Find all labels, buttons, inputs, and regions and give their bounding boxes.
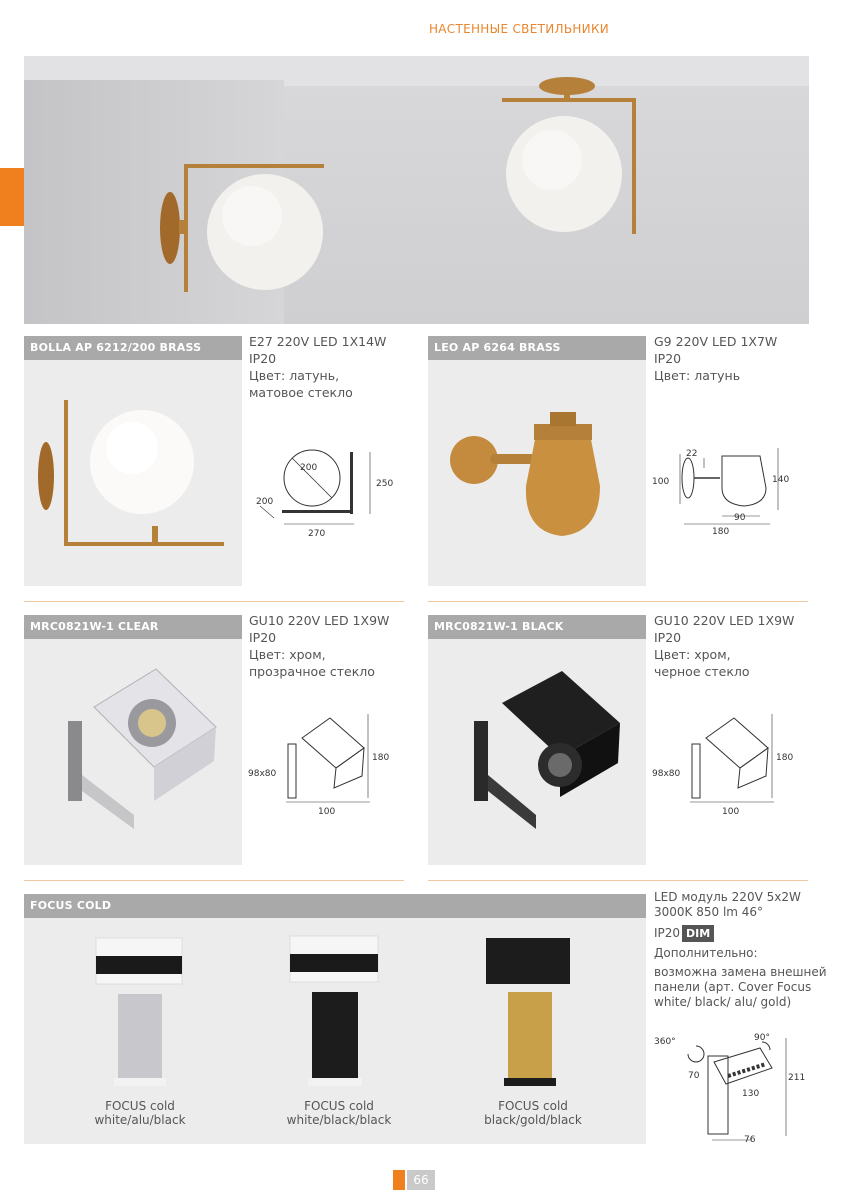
page-number (393, 1170, 435, 1190)
svg-text:70: 70 (688, 1071, 700, 1081)
product-label: LEO AP 6264 BRASS (428, 336, 646, 360)
svg-text:200: 200 (300, 463, 318, 473)
dim-badge: DIM (682, 925, 714, 942)
product-image-bolla (24, 336, 242, 586)
hero-image (24, 56, 809, 324)
product-specs: E27 220V LED 1X14W IP20 Цвет: латунь, матовое стекло (249, 334, 387, 400)
svg-text:76: 76 (744, 1135, 756, 1145)
svg-text:22: 22 (686, 449, 698, 459)
svg-text:250: 250 (376, 479, 394, 489)
page-number-value: 66 (407, 1170, 435, 1190)
svg-text:180: 180 (712, 527, 730, 537)
product-image-mrc-black (428, 615, 646, 865)
svg-text:100: 100 (318, 807, 336, 817)
product-specs: G9 220V LED 1X7W IP20 Цвет: латунь (654, 334, 778, 383)
page-header: НАСТЕННЫЕ СВЕТИЛЬНИКИ (428, 22, 610, 36)
page-number-mark (393, 1170, 405, 1190)
svg-text:360°: 360° (654, 1037, 676, 1047)
svg-text:140: 140 (772, 475, 790, 485)
side-tab (0, 168, 24, 226)
variant-caption: FOCUS cold black/gold/black (484, 1099, 582, 1127)
dimension-diagram (250, 446, 400, 546)
divider (24, 880, 404, 881)
product-label: MRC0821W-1 BLACK (428, 615, 646, 639)
dimension-diagram (652, 1026, 812, 1146)
product-specs: GU10 220V LED 1X9W IP20 Цвет: хром, прозрачное стекло (249, 613, 390, 679)
divider (428, 880, 808, 881)
product-image-leo (428, 336, 646, 586)
svg-text:90: 90 (734, 513, 746, 523)
dimension-diagram (246, 708, 396, 818)
variant-caption: FOCUS cold white/black/black (286, 1099, 392, 1127)
svg-text:270: 270 (308, 529, 326, 539)
product-label: FOCUS COLD (24, 894, 646, 918)
svg-text:90°: 90° (754, 1033, 770, 1043)
svg-text:180: 180 (776, 753, 794, 763)
svg-text:130: 130 (742, 1089, 760, 1099)
product-label: MRC0821W-1 CLEAR (24, 615, 242, 639)
svg-text:100: 100 (652, 477, 670, 487)
svg-text:180: 180 (372, 753, 390, 763)
product-specs: GU10 220V LED 1X9W IP20 Цвет: хром, черное стекло (654, 613, 795, 679)
variant-caption: FOCUS cold white/alu/black (94, 1099, 186, 1127)
dimension-diagram (650, 444, 800, 544)
product-label: BOLLA AP 6212/200 BRASS (24, 336, 242, 360)
dimension-diagram (650, 708, 800, 818)
product-specs: LED модуль 220V 5x2W 3000K 850 lm 46° IP20 DIM Дополнительно: возможна замена внешней панели (арт. Cover Focus white/ black/ alu/ gold) (654, 890, 827, 1009)
divider (428, 601, 808, 602)
svg-text:100: 100 (722, 807, 740, 817)
product-image-mrc-clear (24, 615, 242, 865)
svg-text:200: 200 (256, 497, 274, 507)
svg-text:98x80: 98x80 (248, 769, 277, 779)
svg-text:98x80: 98x80 (652, 769, 681, 779)
divider (24, 601, 404, 602)
svg-text:211: 211 (788, 1073, 806, 1083)
